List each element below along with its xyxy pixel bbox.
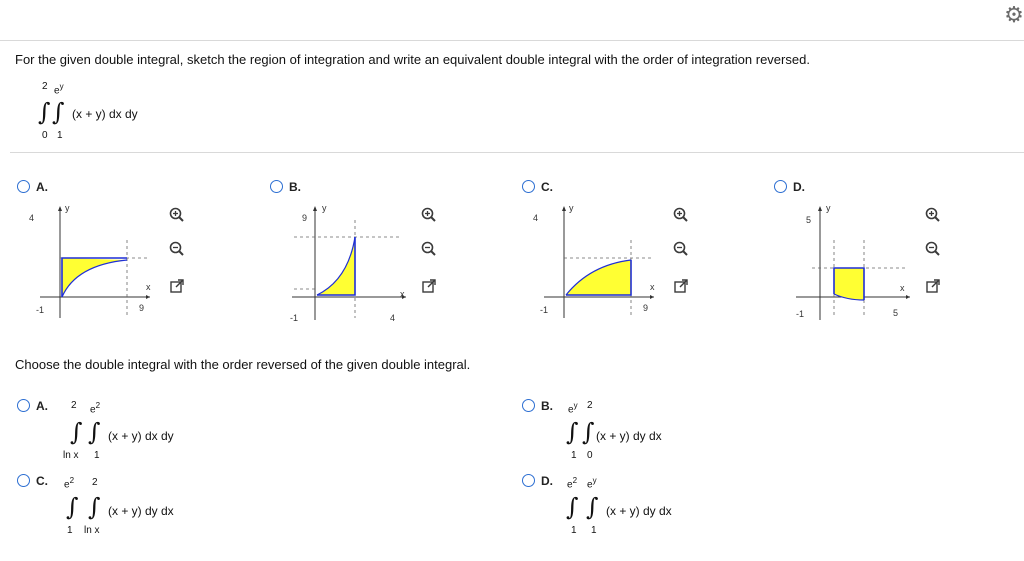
answer-option-a-label: A.	[36, 399, 48, 413]
answer-option-b-label: B.	[541, 399, 553, 413]
outer-upper-limit: 2	[42, 81, 48, 92]
sketch-a-x-tick: 9	[139, 303, 145, 313]
sketch-d-neg-tick: -1	[796, 309, 805, 319]
sketch-b-zoom-out-icon[interactable]	[420, 240, 438, 258]
sketch-b-neg-tick: -1	[290, 313, 299, 323]
sketch-d-zoom-out-icon[interactable]	[924, 240, 942, 258]
header-divider	[0, 40, 1024, 41]
sketch-d-x-tick: 5	[893, 308, 899, 318]
answer-c-integral-sign-1: ∫	[66, 493, 79, 521]
answer-d-upper-inner: $e^y$	[587, 476, 597, 491]
sketch-c-x-tick: 9	[643, 303, 649, 313]
sketch-c-popout-icon[interactable]	[672, 277, 690, 295]
sketch-a-x-axis-label: x	[146, 282, 151, 292]
sketch-d-y-axis-label: y	[826, 203, 831, 213]
sketch-d-x-axis-label: x	[900, 283, 905, 293]
answer-d-lower-inner: 1	[591, 525, 597, 536]
answer-a-upper-inner: $e^2$	[90, 401, 101, 416]
answer-b-integrand: (x + y) dy dx	[596, 429, 662, 443]
answer-c-integral-sign-2: ∫	[88, 493, 101, 521]
sketch-c-y-tick: 4	[533, 213, 539, 223]
sketch-c-x-axis-label: x	[650, 282, 655, 292]
answer-a-lower-outer: ln x	[63, 450, 79, 461]
sketch-a-y-tick: 4	[29, 213, 35, 223]
answer-option-c-radio[interactable]	[17, 474, 30, 487]
answer-a-integrand: (x + y) dx dy	[108, 429, 174, 443]
integral-sign-inner: ∫	[52, 98, 65, 126]
question-text: For the given double integral, sketch the region of integration and write an equivalent double integral with the order of integration reversed.	[15, 52, 810, 67]
sketch-a-popout-icon[interactable]	[168, 277, 186, 295]
sketch-c-y-axis-label: y	[569, 203, 574, 213]
sketch-a-zoom-in-icon[interactable]	[168, 206, 186, 224]
answer-b-upper-inner: 2	[587, 400, 593, 411]
answer-a-integral-sign-1: ∫	[70, 418, 83, 446]
answer-b-integral-sign-1: ∫	[566, 418, 579, 446]
answer-a-lower-inner: 1	[94, 450, 100, 461]
answer-option-d-radio[interactable]	[522, 474, 535, 487]
answer-b-lower-inner: 0	[587, 450, 593, 461]
inner-lower-limit: 1	[57, 130, 63, 141]
answer-option-a-radio[interactable]	[17, 399, 30, 412]
sketch-a-zoom-out-icon[interactable]	[168, 240, 186, 258]
sketch-c-zoom-out-icon[interactable]	[672, 240, 690, 258]
sketch-option-b-radio[interactable]	[270, 180, 283, 193]
answer-c-lower-inner: ln x	[84, 525, 100, 536]
answer-option-c-label: C.	[36, 474, 48, 488]
sketch-b-y-axis-label: y	[322, 203, 327, 213]
sketch-option-a-graph	[36, 200, 156, 325]
answer-b-lower-outer: 1	[571, 450, 577, 461]
inner-upper-limit: $e^y$	[54, 82, 64, 97]
answer-option-d-label: D.	[541, 474, 553, 488]
settings-gear-icon[interactable]: ⚙	[1004, 2, 1024, 27]
sketch-d-y-tick: 5	[806, 215, 812, 225]
integral-sign-outer: ∫	[38, 98, 51, 126]
sketch-option-c-radio[interactable]	[522, 180, 535, 193]
sketch-d-zoom-in-icon[interactable]	[924, 206, 942, 224]
sketch-c-zoom-in-icon[interactable]	[672, 206, 690, 224]
outer-lower-limit: 0	[42, 130, 48, 141]
answer-c-lower-outer: 1	[67, 525, 73, 536]
answer-option-b-radio[interactable]	[522, 399, 535, 412]
answer-c-integrand: (x + y) dy dx	[108, 504, 174, 518]
answer-c-upper-outer: $e^2$	[64, 476, 75, 491]
sketch-b-y-tick: 9	[302, 213, 308, 223]
answer-a-upper-outer: 2	[71, 400, 77, 411]
sketch-b-zoom-in-icon[interactable]	[420, 206, 438, 224]
answer-c-upper-inner: 2	[92, 477, 98, 488]
reversed-order-prompt: Choose the double integral with the order reversed of the given double integral.	[15, 357, 471, 372]
sketch-b-x-tick: 4	[390, 313, 396, 323]
sketch-option-c-label: C.	[541, 180, 553, 194]
sketch-c-neg-tick: -1	[540, 305, 549, 315]
answer-d-lower-outer: 1	[571, 525, 577, 536]
sketch-b-x-axis-label: x	[400, 289, 405, 299]
sketch-option-b-label: B.	[289, 180, 301, 194]
sketch-option-c-graph	[540, 200, 660, 325]
sketch-b-popout-icon[interactable]	[420, 277, 438, 295]
sketch-option-d-label: D.	[793, 180, 805, 194]
answer-d-upper-outer: $e^2$	[567, 476, 578, 491]
answer-a-integral-sign-2: ∫	[88, 418, 101, 446]
sketch-d-popout-icon[interactable]	[924, 277, 942, 295]
integrand: (x + y) dx dy	[72, 107, 138, 121]
section-divider	[10, 152, 1024, 153]
sketch-option-a-radio[interactable]	[17, 180, 30, 193]
answer-b-upper-outer: $e^y$	[568, 401, 578, 416]
sketch-a-neg-tick: -1	[36, 305, 45, 315]
answer-d-integral-sign-2: ∫	[586, 493, 599, 521]
sketch-option-a-label: A.	[36, 180, 48, 194]
answer-d-integrand: (x + y) dy dx	[606, 504, 672, 518]
sketch-a-y-axis-label: y	[65, 203, 70, 213]
answer-d-integral-sign-1: ∫	[566, 493, 579, 521]
sketch-option-d-radio[interactable]	[774, 180, 787, 193]
answer-b-integral-sign-2: ∫	[582, 418, 595, 446]
